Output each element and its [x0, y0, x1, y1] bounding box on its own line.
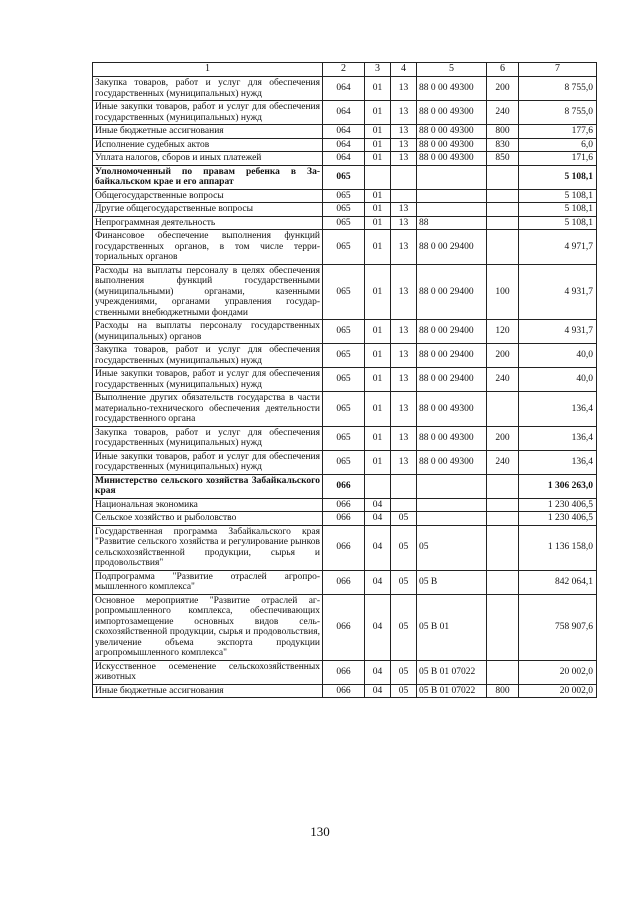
row-target-article-cell: 88 0 00 49300 — [417, 138, 487, 152]
row-section-cell: 01 — [365, 138, 391, 152]
table-row — [93, 152, 597, 166]
row-amount-cell: 5 108,1 — [519, 189, 597, 203]
row-section-cell: 01 — [365, 264, 391, 320]
row-expense-type-cell — [487, 230, 519, 265]
row-target-article-cell: 88 0 00 49300 — [417, 450, 487, 474]
table-row — [93, 570, 597, 594]
row-amount-cell: 136,4 — [519, 450, 597, 474]
table-row — [93, 138, 597, 152]
row-target-article-cell: 88 0 00 29400 — [417, 368, 487, 392]
row-name-cell: Иные закупки товаров, работ и услуг для обеспечения государственных (муниципальных) нужд — [93, 450, 323, 474]
row-target-article-cell: 05 — [417, 525, 487, 570]
row-name-cell: Иные бюджетные ассигнования — [93, 684, 323, 698]
row-target-article-cell: 88 0 00 29400 — [417, 320, 487, 344]
row-expense-type-cell: 200 — [487, 77, 519, 101]
table-row — [93, 450, 597, 474]
row-section-cell — [365, 165, 391, 189]
row-name-cell: Закупка товаров, работ и услуг для обеспечения государственных (муниципальных) нужд — [93, 77, 323, 101]
row-target-article-cell: 88 0 00 49300 — [417, 392, 487, 427]
row-amount-cell: 8 755,0 — [519, 101, 597, 125]
row-admin-code-cell: 066 — [323, 660, 365, 684]
row-expense-type-cell — [487, 216, 519, 230]
row-admin-code-cell: 065 — [323, 392, 365, 427]
row-target-article-cell: 88 0 00 29400 — [417, 344, 487, 368]
row-amount-cell: 20 002,0 — [519, 684, 597, 698]
row-subsection-cell: 13 — [391, 216, 417, 230]
row-amount-cell: 4 971,7 — [519, 230, 597, 265]
table-row — [93, 368, 597, 392]
row-subsection-cell: 13 — [391, 344, 417, 368]
row-subsection-cell — [391, 165, 417, 189]
row-admin-code-cell: 065 — [323, 203, 365, 217]
row-amount-cell: 40,0 — [519, 368, 597, 392]
row-name-cell: Исполнение судебных актов — [93, 138, 323, 152]
row-subsection-cell: 13 — [391, 101, 417, 125]
row-subsection-cell: 13 — [391, 320, 417, 344]
row-target-article-cell: 88 — [417, 216, 487, 230]
row-admin-code-cell: 064 — [323, 138, 365, 152]
row-section-cell: 01 — [365, 203, 391, 217]
row-subsection-cell: 13 — [391, 368, 417, 392]
row-amount-cell: 5 108,1 — [519, 216, 597, 230]
row-expense-type-cell: 200 — [487, 426, 519, 450]
row-expense-type-cell: 200 — [487, 344, 519, 368]
row-subsection-cell: 05 — [391, 660, 417, 684]
row-section-cell: 01 — [365, 450, 391, 474]
table-row — [93, 660, 597, 684]
row-section-cell: 01 — [365, 426, 391, 450]
row-subsection-cell: 05 — [391, 594, 417, 660]
row-admin-code-cell: 064 — [323, 77, 365, 101]
row-amount-cell: 40,0 — [519, 344, 597, 368]
row-target-article-cell: 88 0 00 49300 — [417, 77, 487, 101]
table-row — [93, 125, 597, 139]
row-expense-type-cell: 240 — [487, 101, 519, 125]
row-admin-code-cell: 066 — [323, 498, 365, 512]
row-subsection-cell: 13 — [391, 77, 417, 101]
row-expense-type-cell — [487, 570, 519, 594]
table-row — [93, 344, 597, 368]
table-row — [93, 77, 597, 101]
table-row — [93, 512, 597, 526]
row-subsection-cell: 05 — [391, 525, 417, 570]
row-admin-code-cell: 065 — [323, 165, 365, 189]
table-row — [93, 230, 597, 265]
row-expense-type-cell — [487, 498, 519, 512]
row-target-article-cell: 88 0 00 49300 — [417, 152, 487, 166]
row-admin-code-cell: 065 — [323, 344, 365, 368]
row-subsection-cell: 05 — [391, 684, 417, 698]
row-section-cell: 01 — [365, 216, 391, 230]
row-name-cell: Национальная экономика — [93, 498, 323, 512]
row-subsection-cell: 13 — [391, 230, 417, 265]
table-row — [93, 216, 597, 230]
row-amount-cell: 1 230 406,5 — [519, 512, 597, 526]
row-admin-code-cell: 065 — [323, 450, 365, 474]
row-expense-type-cell: 240 — [487, 450, 519, 474]
row-name-cell: Выполнение других обязательств государства в части материально-технического обеспечения деятельности государственного органа — [93, 392, 323, 427]
row-amount-cell: 6,0 — [519, 138, 597, 152]
row-subsection-cell — [391, 189, 417, 203]
row-subsection-cell — [391, 474, 417, 498]
table-row — [93, 320, 597, 344]
table-row — [93, 684, 597, 698]
row-expense-type-cell — [487, 474, 519, 498]
row-amount-cell: 1 306 263,0 — [519, 474, 597, 498]
row-target-article-cell: 88 0 00 49300 — [417, 125, 487, 139]
row-amount-cell: 4 931,7 — [519, 320, 597, 344]
row-amount-cell: 1 230 406,5 — [519, 498, 597, 512]
row-target-article-cell: 88 0 00 49300 — [417, 426, 487, 450]
row-admin-code-cell: 065 — [323, 216, 365, 230]
row-section-cell: 01 — [365, 152, 391, 166]
row-amount-cell: 842 064,1 — [519, 570, 597, 594]
row-name-cell: Иные бюджетные ассигнования — [93, 125, 323, 139]
row-target-article-cell — [417, 512, 487, 526]
row-subsection-cell: 13 — [391, 426, 417, 450]
row-name-cell: Непрограммная деятельность — [93, 216, 323, 230]
row-section-cell: 04 — [365, 684, 391, 698]
row-expense-type-cell: 120 — [487, 320, 519, 344]
row-expense-type-cell: 240 — [487, 368, 519, 392]
row-target-article-cell: 88 0 00 29400 — [417, 264, 487, 320]
row-name-cell: Искусственное осеменение сельскохозяйственных животных — [93, 660, 323, 684]
row-target-article-cell — [417, 165, 487, 189]
header-cell-2: 2 — [323, 63, 365, 77]
row-section-cell: 01 — [365, 125, 391, 139]
row-admin-code-cell: 064 — [323, 125, 365, 139]
row-subsection-cell: 13 — [391, 392, 417, 427]
row-subsection-cell: 13 — [391, 152, 417, 166]
header-cell-4: 4 — [391, 63, 417, 77]
row-target-article-cell: 88 0 00 29400 — [417, 230, 487, 265]
row-expense-type-cell: 800 — [487, 684, 519, 698]
row-section-cell: 01 — [365, 368, 391, 392]
row-name-cell: Иные закупки товаров, работ и услуг для обеспечения государственных (муниципальных) нужд — [93, 368, 323, 392]
row-section-cell: 01 — [365, 77, 391, 101]
table-row — [93, 203, 597, 217]
row-amount-cell: 20 002,0 — [519, 660, 597, 684]
row-amount-cell: 758 907,6 — [519, 594, 597, 660]
row-admin-code-cell: 065 — [323, 189, 365, 203]
row-section-cell: 04 — [365, 525, 391, 570]
row-name-cell: Расходы на выплаты персоналу в целях обеспечения выполнения функций государственными (муниципальными) органами, казенными учреждениями, органами управления государственными внебюджетными фондами — [93, 264, 323, 320]
row-subsection-cell: 13 — [391, 138, 417, 152]
row-expense-type-cell — [487, 594, 519, 660]
row-expense-type-cell: 830 — [487, 138, 519, 152]
row-subsection-cell — [391, 498, 417, 512]
row-expense-type-cell: 850 — [487, 152, 519, 166]
row-name-cell: Закупка товаров, работ и услуг для обеспечения государственных (муниципальных) нужд — [93, 344, 323, 368]
table-body — [93, 63, 597, 698]
table-row — [93, 474, 597, 498]
row-amount-cell: 4 931,7 — [519, 264, 597, 320]
header-cell-7: 7 — [519, 63, 597, 77]
row-section-cell: 01 — [365, 189, 391, 203]
row-target-article-cell: 05 В 01 07022 — [417, 660, 487, 684]
row-admin-code-cell: 065 — [323, 368, 365, 392]
budget-table — [92, 62, 597, 698]
row-expense-type-cell — [487, 512, 519, 526]
row-section-cell: 01 — [365, 392, 391, 427]
header-cell-3: 3 — [365, 63, 391, 77]
row-section-cell: 04 — [365, 512, 391, 526]
table-row — [93, 264, 597, 320]
row-target-article-cell: 05 В — [417, 570, 487, 594]
row-amount-cell: 1 136 158,0 — [519, 525, 597, 570]
row-name-cell: Общегосударственные вопросы — [93, 189, 323, 203]
row-section-cell: 01 — [365, 101, 391, 125]
table-row — [93, 525, 597, 570]
row-name-cell: Расходы на выплаты персоналу государственных (муниципальных) органов — [93, 320, 323, 344]
row-admin-code-cell: 066 — [323, 570, 365, 594]
row-expense-type-cell: 800 — [487, 125, 519, 139]
row-section-cell: 01 — [365, 230, 391, 265]
table-row — [93, 101, 597, 125]
row-target-article-cell — [417, 189, 487, 203]
row-target-article-cell — [417, 498, 487, 512]
row-section-cell: 01 — [365, 320, 391, 344]
row-expense-type-cell — [487, 203, 519, 217]
row-subsection-cell: 13 — [391, 264, 417, 320]
row-admin-code-cell: 064 — [323, 101, 365, 125]
row-admin-code-cell: 065 — [323, 230, 365, 265]
row-amount-cell: 5 108,1 — [519, 165, 597, 189]
row-subsection-cell: 13 — [391, 125, 417, 139]
row-admin-code-cell: 065 — [323, 426, 365, 450]
row-name-cell: Иные закупки товаров, работ и услуг для обеспечения государственных (муниципальных) нужд — [93, 101, 323, 125]
row-name-cell: Финансовое обеспечение выполнения функций государственных органов, в том числе территориальных органов — [93, 230, 323, 265]
header-cell-5: 5 — [417, 63, 487, 77]
row-expense-type-cell — [487, 392, 519, 427]
table-row — [93, 165, 597, 189]
row-admin-code-cell: 066 — [323, 474, 365, 498]
row-expense-type-cell — [487, 189, 519, 203]
row-admin-code-cell: 066 — [323, 684, 365, 698]
row-target-article-cell: 05 В 01 — [417, 594, 487, 660]
row-expense-type-cell: 100 — [487, 264, 519, 320]
row-name-cell: Государственная программа Забайкальского края "Развитие сельского хозяйства и регулирование рынков сельскохозяйственной продукции, сырья и продовольствия" — [93, 525, 323, 570]
table-row — [93, 594, 597, 660]
table-row — [93, 189, 597, 203]
row-expense-type-cell — [487, 525, 519, 570]
row-section-cell: 04 — [365, 498, 391, 512]
row-section-cell: 04 — [365, 594, 391, 660]
row-admin-code-cell: 065 — [323, 320, 365, 344]
row-admin-code-cell: 066 — [323, 594, 365, 660]
row-name-cell: Другие общегосударственные вопросы — [93, 203, 323, 217]
row-subsection-cell: 05 — [391, 512, 417, 526]
row-section-cell: 04 — [365, 660, 391, 684]
header-cell-1: 1 — [93, 63, 323, 77]
row-admin-code-cell: 066 — [323, 525, 365, 570]
row-amount-cell: 136,4 — [519, 426, 597, 450]
row-expense-type-cell — [487, 165, 519, 189]
row-admin-code-cell: 064 — [323, 152, 365, 166]
row-subsection-cell: 13 — [391, 203, 417, 217]
row-name-cell: Подпрограмма "Развитие отраслей агропромышленного комплекса" — [93, 570, 323, 594]
row-name-cell: Уплата налогов, сборов и иных платежей — [93, 152, 323, 166]
page-number: 130 — [310, 824, 330, 839]
row-name-cell: Закупка товаров, работ и услуг для обеспечения государственных (муниципальных) нужд — [93, 426, 323, 450]
row-admin-code-cell: 065 — [323, 264, 365, 320]
row-section-cell: 01 — [365, 344, 391, 368]
row-name-cell: Министерство сельского хозяйства Забайкальского края — [93, 474, 323, 498]
row-admin-code-cell: 066 — [323, 512, 365, 526]
row-amount-cell: 136,4 — [519, 392, 597, 427]
row-section-cell — [365, 474, 391, 498]
row-subsection-cell: 05 — [391, 570, 417, 594]
row-target-article-cell: 05 В 01 07022 — [417, 684, 487, 698]
row-name-cell: Уполномоченный по правам ребенка в Забайкальском крае и его аппарат — [93, 165, 323, 189]
row-amount-cell: 5 108,1 — [519, 203, 597, 217]
row-target-article-cell — [417, 203, 487, 217]
table-row — [93, 498, 597, 512]
row-target-article-cell — [417, 474, 487, 498]
table-header-row — [93, 63, 597, 77]
row-subsection-cell: 13 — [391, 450, 417, 474]
row-amount-cell: 171,6 — [519, 152, 597, 166]
table-row — [93, 426, 597, 450]
row-amount-cell: 177,6 — [519, 125, 597, 139]
table-row — [93, 392, 597, 427]
row-amount-cell: 8 755,0 — [519, 77, 597, 101]
row-target-article-cell: 88 0 00 49300 — [417, 101, 487, 125]
row-name-cell: Сельское хозяйство и рыболовство — [93, 512, 323, 526]
row-section-cell: 04 — [365, 570, 391, 594]
row-name-cell: Основное мероприятие "Развитие отраслей агропромышленного комплекса, обеспечивающих импортозамещение основных видов сельскохозяйственной продукции, сырья и продовольствия, увеличение объема экспорта продукции агропромышленного комплекса" — [93, 594, 323, 660]
row-expense-type-cell — [487, 660, 519, 684]
header-cell-6: 6 — [487, 63, 519, 77]
